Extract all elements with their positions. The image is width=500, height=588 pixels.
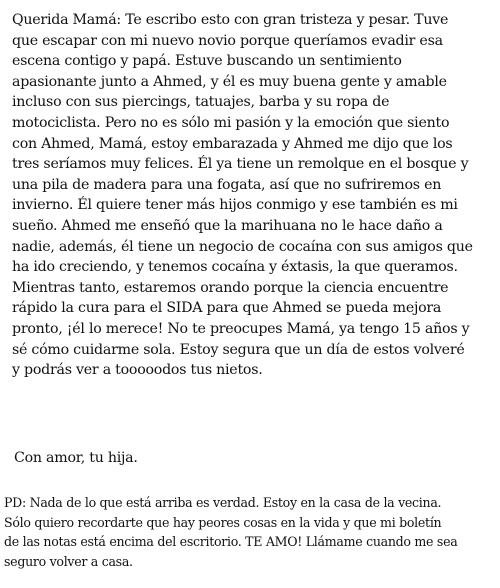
postscript-line: PD: Nada de lo que está arriba es verdad. Estoy en la casa de la vecina.: [4, 495, 442, 510]
letter-line: Querida Mamá: Te escribo esto con gran tristeza y pesar. Tuve: [12, 12, 449, 28]
letter-line: tres seríamos muy felices. Él ya tiene un remolque en el bosque y: [12, 156, 469, 173]
letter-line: sueño. Ahmed me enseñó que la marihuana no le hace daño a: [12, 217, 443, 234]
letter-line: con Ahmed, Mamá, estoy embarazada y Ahmed me dijo que los: [12, 135, 453, 152]
postscript-line: de las notas está encima del escritorio. TE AMO! Llámame cuando me sea: [4, 534, 458, 550]
letter-line: sé cómo cuidarme sola. Estoy segura que un día de estos volveré: [12, 341, 465, 358]
letter-line: ha ido creciendo, y tenemos cocaína y éxtasis, la que queramos.: [12, 259, 458, 276]
letter-line: incluso con sus piercings, tatuajes, barba y su ropa de: [12, 94, 390, 111]
postscript-line: Sólo quiero recordarte que hay peores cosas en la vida y que mi boletín: [4, 514, 442, 530]
letter-line: una pila de madera para una fogata, así que no sufriremos en: [12, 176, 442, 193]
postscript-line: seguro volver a casa.: [4, 553, 133, 569]
letter-line: pronto, ¡él lo merece! No te preocupes Mamá, ya tengo 15 años y: [12, 320, 470, 337]
letter-line: apasionante junto a Ahmed, y él es muy buena gente y amable: [12, 73, 447, 90]
letter-postscript: [4, 493, 498, 571]
letter-line: invierno. Él quiere tener más hijos conmigo y ese también es mi: [12, 197, 458, 214]
letter-line: y podrás ver a tooooodos tus nietos.: [12, 362, 263, 379]
letter-line: Mientras tanto, estaremos orando porque la ciencia encuentre: [12, 279, 449, 296]
letter-line: motociclista. Pero no es sólo mi pasión y la emoción que siento: [12, 114, 450, 131]
letter-signoff: Con amor, tu hija.: [14, 450, 138, 466]
letter-line: escena contigo y papá. Estuve buscando un sentimiento: [12, 53, 402, 70]
letter-line: nadie, además, él tiene un negocio de cocaína con sus amigos que: [12, 238, 473, 255]
letter-line: rápido la cura para el SIDA para que Ahmed se pueda mejora: [12, 300, 442, 317]
letter-line: que escapar con mi nuevo novio porque queríamos evadir esa: [12, 32, 443, 49]
letter-body: [12, 10, 492, 381]
